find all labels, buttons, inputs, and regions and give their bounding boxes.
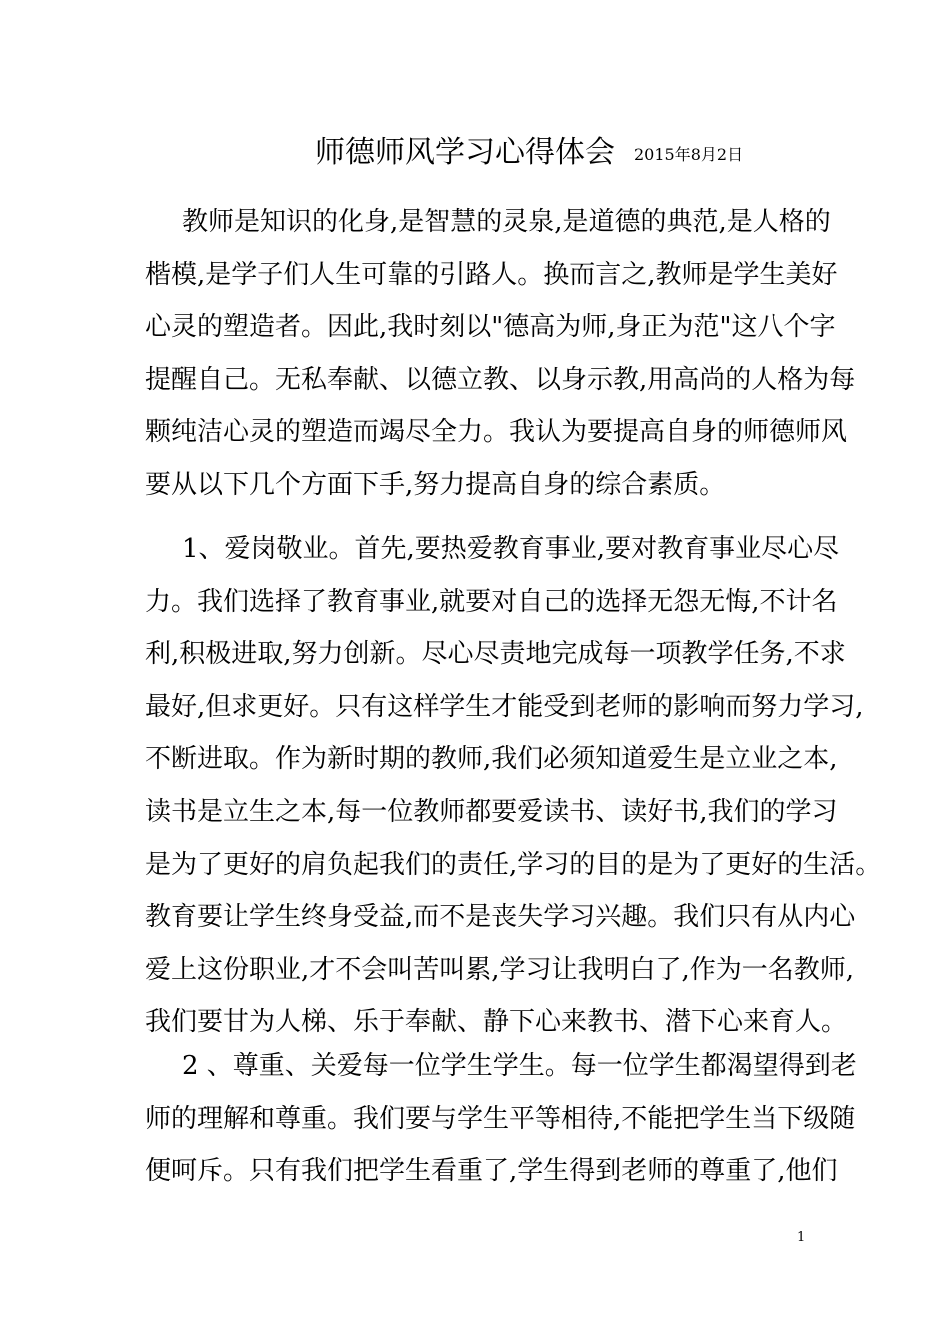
text-line: 利,积极进取,努力创新。尽心尽责地完成每一项教学任务,不求 — [145, 639, 846, 670]
text-line: 楷模,是学子们人生可靠的引路人。换而言之,教师是学生美好 — [145, 259, 838, 290]
text-line: 心灵的塑造者。因此,我时刻以"德高为师,身正为范"这八个字 — [145, 312, 836, 343]
text-line: 爱上这份职业,才不会叫苦叫累,学习让我明白了,作为一名教师, — [145, 954, 855, 985]
text-line: 教育要让学生终身受益,而不是丧失学习兴趣。我们只有从内心 — [145, 902, 856, 933]
text-line: 是为了更好的肩负起我们的责任,学习的目的是为了更好的生活。 — [145, 849, 882, 880]
text-line: 读书是立生之本,每一位教师都要爱读书、读好书,我们的学习 — [145, 796, 838, 827]
text-line: 颗纯洁心灵的塑造而竭尽全力。我认为要提高自身的师德师风 — [145, 417, 848, 448]
text-line: 最好,但求更好。只有这样学生才能受到老师的影响而努力学习, — [145, 691, 864, 722]
text-line: 力。我们选择了教育事业,就要对自己的选择无怨无悔,不计名 — [145, 586, 838, 617]
title-row — [0, 133, 950, 177]
page-number: 1 — [797, 1230, 806, 1245]
text-line: 教师是知识的化身,是智慧的灵泉,是道德的典范,是人格的 — [182, 207, 831, 237]
text-line: 便呵斥。只有我们把学生看重了,学生得到老师的尊重了,他们 — [145, 1156, 838, 1187]
text-line: 2 、尊重、关爱每一位学生学生。每一位学生都渴望得到老 — [182, 1051, 857, 1081]
text-line: 1、爱岗敬业。首先,要热爱教育事业,要对教育事业尽心尽 — [182, 534, 840, 564]
text-line: 不断进取。作为新时期的教师,我们必须知道爱生是立业之本, — [145, 744, 838, 775]
paragraph-intro — [145, 196, 856, 512]
text-line: 我们要甘为人梯、乐于奉献、静下心来教书、潜下心来育人。 — [145, 1007, 848, 1038]
paragraph-point-2 — [145, 1040, 857, 1198]
paragraph-point-1 — [145, 523, 882, 1049]
document-date: 2015年8月2日 — [634, 145, 744, 164]
text-line: 提醒自己。无私奉献、以德立教、以身示教,用高尚的人格为每 — [145, 364, 856, 395]
text-line: 要从以下几个方面下手,努力提高自身的综合素质。 — [145, 469, 726, 500]
document-title: 师德师风学习心得体会 — [315, 135, 615, 170]
text-line: 师的理解和尊重。我们要与学生平等相待,不能把学生当下级随 — [145, 1103, 856, 1134]
